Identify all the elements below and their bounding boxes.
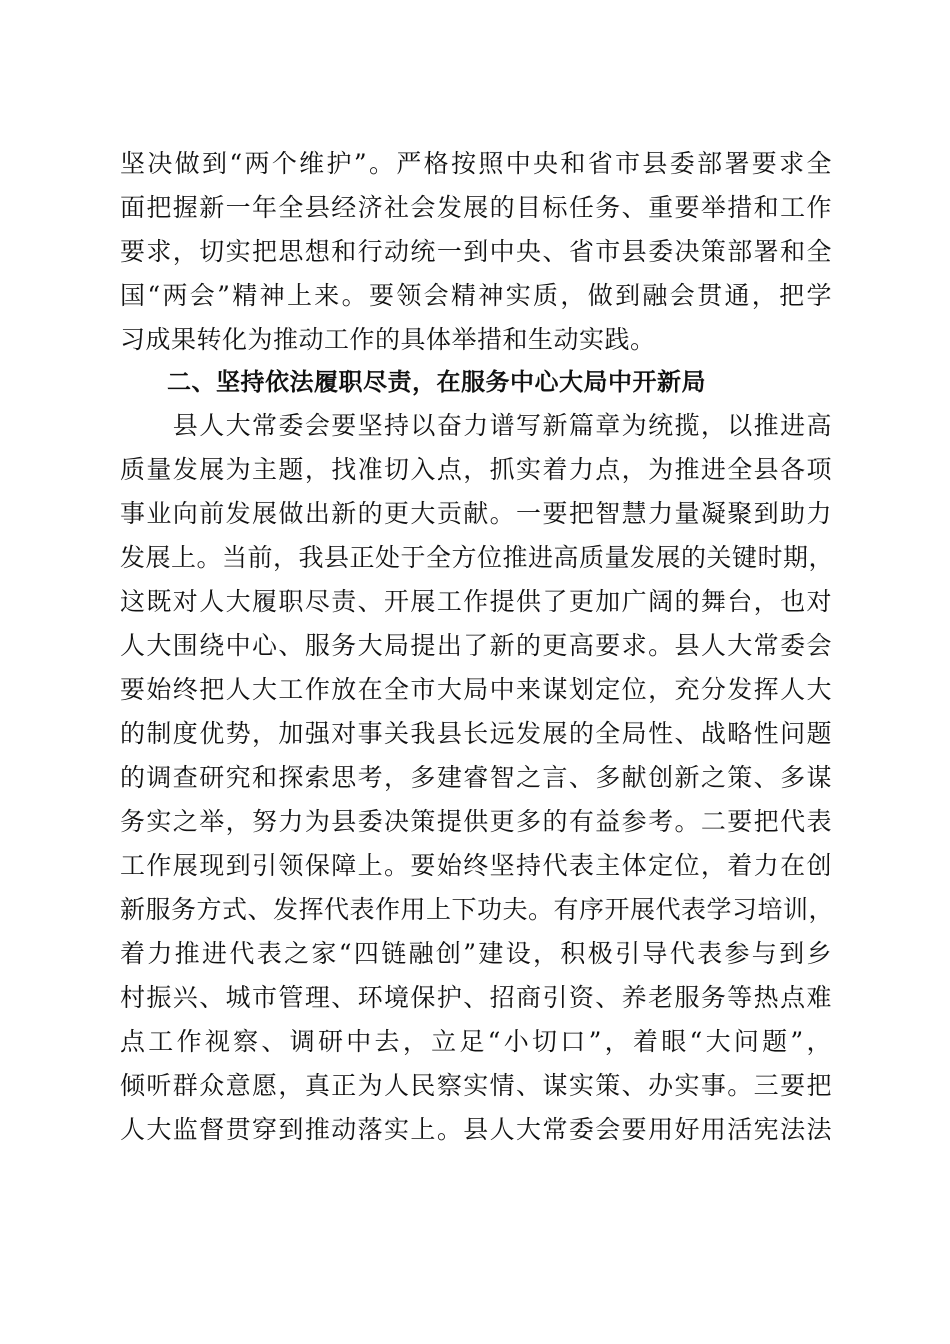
paragraph-line: 的制度优势，加强对事关我县长远发展的全局性、战略性问题 — [120, 719, 832, 748]
paragraph-line: 要始终把人大工作放在全市大局中来谋划定位，充分发挥人大 — [120, 675, 832, 704]
paragraph-line: 村振兴、城市管理、环境保护、招商引资、养老服务等热点难 — [120, 983, 832, 1012]
paragraph-line: 县人大常委会要坚持以奋力谱写新篇章为统揽，以推进高 — [120, 411, 832, 440]
paragraph-line: 面把握新一年全县经济社会发展的目标任务、重要举措和工作 — [120, 193, 832, 222]
paragraph-line: 的调查研究和探索思考，多建睿智之言、多献创新之策、多谋 — [120, 763, 832, 792]
paragraph-line: 习成果转化为推动工作的具体举措和生动实践。 — [120, 325, 656, 354]
paragraph-2 — [120, 404, 835, 1152]
paragraph-line: 着力推进代表之家“四链融创”建设，积极引导代表参与到乡 — [120, 939, 832, 968]
paragraph-line: 点工作视察、调研中去，立足“小切口”，着眼“大问题”， — [120, 1027, 832, 1056]
paragraph-line: 国“两会”精神上来。要领会精神实质，做到融会贯通，把学 — [120, 281, 832, 310]
paragraph-line: 事业向前发展做出新的更大贡献。一要把智慧力量凝聚到助力 — [120, 499, 832, 528]
paragraph-line: 务实之举，努力为县委决策提供更多的有益参考。二要把代表 — [120, 807, 832, 836]
paragraph-line: 要求，切实把思想和行动统一到中央、省市县委决策部署和全 — [120, 237, 832, 266]
paragraph-line: 质量发展为主题，找准切入点，抓实着力点，为推进全县各项 — [120, 455, 832, 484]
paragraph-line: 发展上。当前，我县正处于全方位推进高质量发展的关键时期， — [120, 543, 835, 572]
paragraph-line: 人大围绕中心、服务大局提出了新的更高要求。县人大常委会 — [120, 631, 832, 660]
paragraph-line: 倾听群众意愿，真正为人民察实情、谋实策、办实事。三要把 — [120, 1071, 832, 1100]
section-heading: 二、坚持依法履职尽责，在服务中心大局中开新局 — [167, 368, 706, 396]
paragraph-1 — [120, 142, 832, 362]
paragraph-line: 工作展现到引领保障上。要始终坚持代表主体定位，着力在创 — [120, 851, 832, 880]
paragraph-line: 新服务方式、发挥代表作用上下功夫。有序开展代表学习培训， — [120, 895, 835, 924]
paragraph-line: 这既对人大履职尽责、开展工作提供了更加广阔的舞台，也对 — [120, 587, 832, 616]
paragraph-line: 人大监督贯穿到推动落实上。县人大常委会要用好用活宪法法 — [120, 1115, 832, 1144]
paragraph-line: 坚决做到“两个维护”。严格按照中央和省市县委部署要求全 — [120, 149, 832, 178]
